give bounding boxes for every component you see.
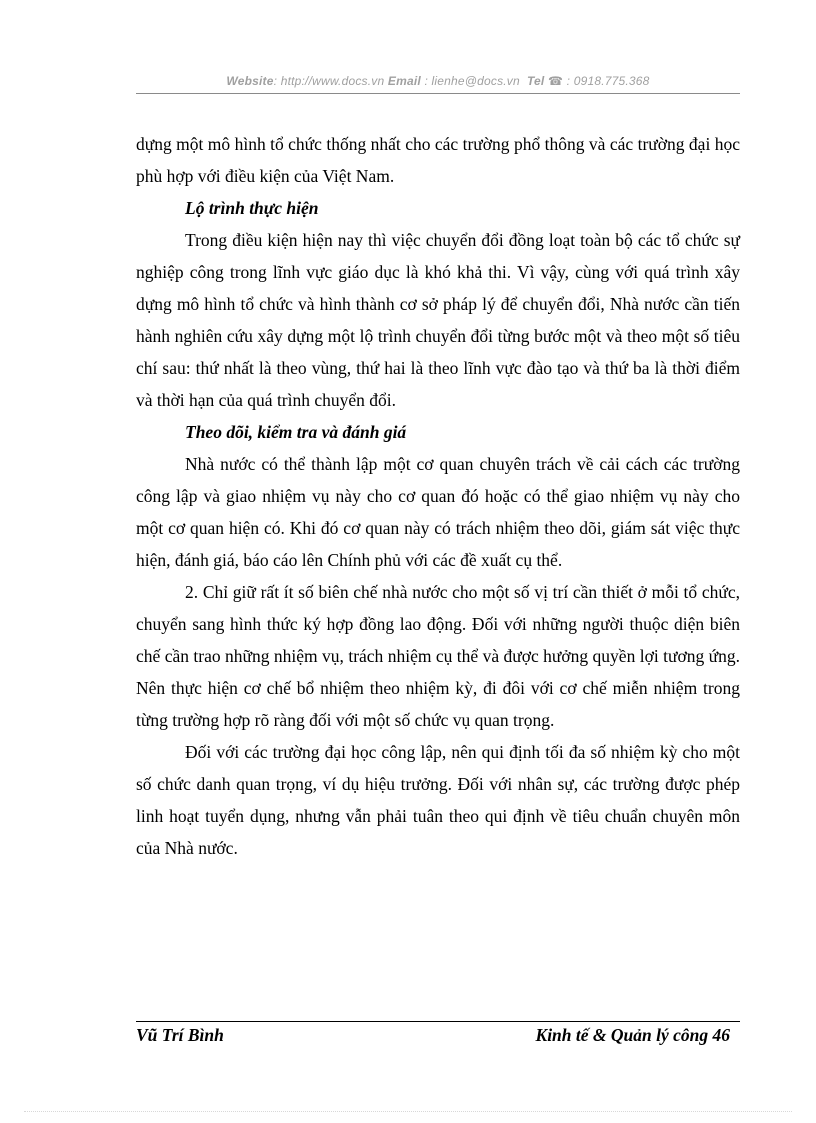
paragraph-monitoring: Nhà nước có thể thành lập một cơ quan chuyên trách về cải cách các trường công lập và giao nhiệm vụ này cho cơ quan đó hoặc có thể giao nhiệm vụ này cho một cơ quan hiện có. Khi đó cơ quan này có trách nhiệm theo dõi, giám sát việc thực hiện, đánh giá, báo cáo lên Chính phủ với các đề xuất cụ thể. [136,454,740,570]
header-divider [136,93,740,94]
paragraph-roadmap: Trong điều kiện hiện nay thì việc chuyển đổi đồng loạt toàn bộ các tổ chức sự nghiệp công trong lĩnh vực giáo dục là khó khả thi. Vì vậy, cùng với quá trình xây dựng mô hình tổ chức và hình thành cơ sở pháp lý để chuyển đổi, Nhà nước cần tiến hành nghiên cứu xây dựng một lộ trình chuyển đổi từng bước một và theo một số tiêu chí sau: thứ nhất là theo vùng, thứ hai là theo lĩnh vực đào tạo và thứ ba là thời điểm và thời hạn của quá trình chuyển đổi. [136,230,740,410]
section-heading-roadmap: Lộ trình thực hiện [185,198,319,218]
tel-label: Tel [526,74,545,88]
website-value: : http://www.docs.vn [273,74,385,88]
tel-value: ☎ : 0918.775.368 [548,74,650,88]
paragraph-staffing: 2. Chỉ giữ rất ít số biên chế nhà nước cho một số vị trí cần thiết ở mỗi tổ chức, chuyển sang hình thức ký hợp đồng lao động. Đối với những người thuộc diện biên chế cần trao những nhiệm vụ, trách nhiệm cụ thể và được hưởng quyền lợi tương ứng. Nên thực hiện cơ chế bổ nhiệm theo nhiệm kỳ, đi đôi với cơ chế miễn nhiệm trong từng trường hợp rõ ràng đối với một số chức vụ quan trọng. [136,582,740,730]
paragraph-universities: Đối với các trường đại học công lập, nên qui định tối đa số nhiệm kỳ cho một số chức danh quan trọng, ví dụ hiệu trưởng. Đối với nhân sự, các trường được phép linh hoạt tuyển dụng, nhưng vẫn phải tuân theo qui định về tiêu chuẩn chuyên môn của Nhà nước. [136,742,740,858]
page-bottom-border [24,1111,792,1112]
paragraph-continuation: dựng một mô hình tổ chức thống nhất cho các trường phổ thông và các trường đại học phù hợp với điều kiện của Việt Nam. [136,134,740,186]
footer-author: Vũ Trí Bình [136,1025,224,1045]
page-header [136,74,740,88]
section-heading-monitoring: Theo dõi, kiểm tra và đánh giá [185,422,407,442]
email-value: : lienhe@docs.vn [420,74,520,88]
email-label: Email [387,74,421,88]
footer-divider [136,1021,740,1022]
footer-course-page: Kinh tế & Quản lý công 46 [535,1025,730,1045]
website-label: Website [226,74,274,88]
document-body [136,128,740,864]
